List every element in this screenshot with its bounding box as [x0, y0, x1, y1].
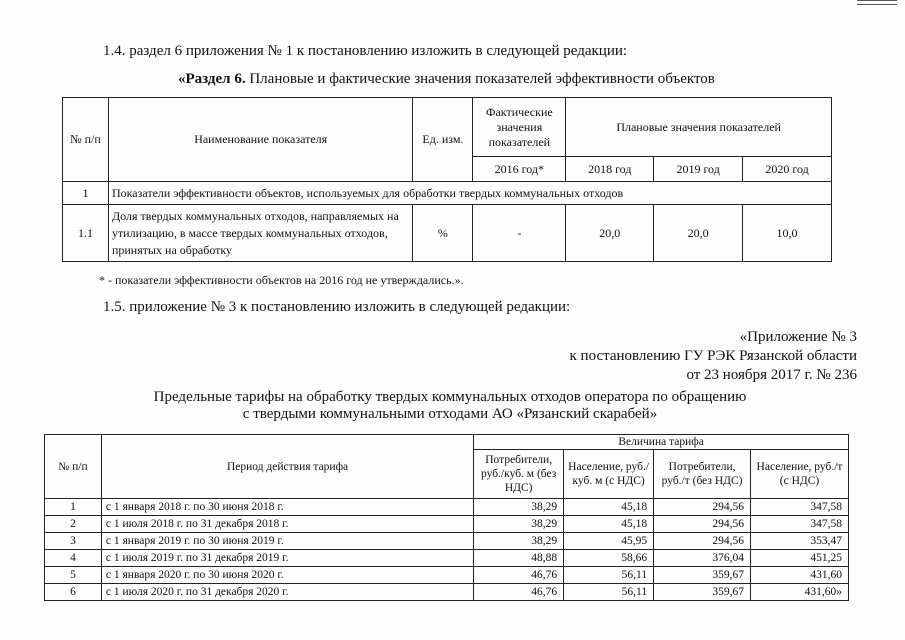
- tariff-title-line-2: с твердыми коммунальными отходами АО «Рязанский скарабей»: [242, 406, 658, 422]
- appendix-header: [570, 328, 857, 385]
- t1-year-2019: 2019 год: [654, 157, 743, 182]
- t1-row2-fact: -: [473, 205, 566, 262]
- row-period: с 1 июля 2018 г. по 31 декабря 2018 г.: [101, 516, 473, 533]
- efficiency-table: [62, 97, 832, 262]
- t1-row2-unit: %: [413, 205, 473, 262]
- row-v2: 58,66: [564, 550, 654, 567]
- t2-header-value: Величина тарифа: [474, 435, 849, 450]
- t1-row2-2018: 20,0: [566, 205, 654, 262]
- row-period: с 1 января 2018 г. по 30 июня 2018 г.: [101, 499, 473, 516]
- row-num: 2: [45, 516, 102, 533]
- paragraph-1-4: 1.4. раздел 6 приложения № 1 к постановлению изложить в следующей редакции:: [103, 43, 628, 59]
- t2-header-c1: Потребители, руб./куб. м (без НДС): [474, 450, 564, 499]
- appendix-line-2: к постановлению ГУ РЭК Рязанской области: [569, 348, 857, 364]
- t2-header-num: № п/п: [45, 435, 102, 499]
- row-num: 6: [45, 584, 102, 601]
- row-num: 3: [45, 533, 102, 550]
- row-v4: 353,47: [751, 533, 849, 550]
- appendix-line-1: «Приложение № 3: [739, 329, 857, 345]
- row-v4: 431,60»: [751, 584, 849, 601]
- table-row: [45, 567, 849, 584]
- row-v4: 431,60: [751, 567, 849, 584]
- tariff-title-line-1: Предельные тарифы на обработку твердых коммунальных отходов оператора по обращению: [153, 389, 747, 405]
- t2-header-c2: Население, руб./куб. м (с НДС): [564, 450, 654, 499]
- table-row: [45, 550, 849, 567]
- row-v1: 48,88: [474, 550, 564, 567]
- row-v3: 294,56: [654, 533, 751, 550]
- row-v1: 46,76: [474, 567, 564, 584]
- row-period: с 1 января 2020 г. по 30 июня 2020 г.: [101, 567, 473, 584]
- section-title: [178, 71, 715, 88]
- t1-header-plan: Плановые значения показателей: [566, 98, 832, 157]
- row-v1: 38,29: [474, 516, 564, 533]
- row-v2: 56,11: [564, 584, 654, 601]
- tariff-table: [44, 434, 849, 601]
- row-num: 5: [45, 567, 102, 584]
- appendix-line-3: от 23 ноября 2017 г. № 236: [686, 367, 857, 383]
- t1-row1-num: 1: [63, 182, 109, 205]
- table-row: [45, 516, 849, 533]
- row-period: с 1 января 2019 г. по 30 июня 2019 г.: [101, 533, 473, 550]
- t1-row2-2019: 20,0: [654, 205, 743, 262]
- t1-header-num: № п/п: [63, 98, 109, 182]
- row-v2: 45,18: [564, 499, 654, 516]
- t2-header-c3: Потребители, руб./т (без НДС): [654, 450, 751, 499]
- t1-row1-text: Показатели эффективности объектов, используемых для обработки твердых коммунальных отходов: [108, 182, 831, 205]
- row-v4: 451,25: [751, 550, 849, 567]
- row-v1: 46,76: [474, 584, 564, 601]
- t1-year-2016: 2016 год*: [473, 157, 566, 182]
- t2-header-c4: Население, руб./т (с НДС): [751, 450, 849, 499]
- row-v1: 38,29: [474, 499, 564, 516]
- table-row: [45, 584, 849, 601]
- corner-mark: [857, 0, 897, 5]
- paragraph-1-5: 1.5. приложение № 3 к постановлению изложить в следующей редакции:: [103, 299, 571, 315]
- row-v3: 294,56: [654, 516, 751, 533]
- t1-header-fact: Фактические значения показателей: [473, 98, 566, 157]
- row-v3: 359,67: [654, 584, 751, 601]
- section-title-rest: Плановые и фактические значения показателей эффективности объектов: [245, 71, 715, 87]
- section-title-bold: «Раздел 6.: [178, 71, 246, 87]
- footnote: * - показатели эффективности объектов на 2016 год не утверждались.».: [99, 273, 464, 287]
- row-v3: 376,04: [654, 550, 751, 567]
- t1-year-2020: 2020 год: [743, 157, 832, 182]
- t1-row2-2020: 10,0: [743, 205, 832, 262]
- t1-row2-num: 1.1: [63, 205, 109, 262]
- t1-row2-name: Доля твердых коммунальных отходов, направляемых на утилизацию, в массе твердых коммунальных отходов, принятых на обработку: [108, 205, 413, 262]
- t2-header-period: Период действия тарифа: [101, 435, 473, 499]
- row-num: 1: [45, 499, 102, 516]
- row-period: с 1 июля 2020 г. по 31 декабря 2020 г.: [101, 584, 473, 601]
- row-v4: 347,58: [751, 499, 849, 516]
- t1-year-2018: 2018 год: [566, 157, 654, 182]
- row-v2: 45,95: [564, 533, 654, 550]
- row-v3: 294,56: [654, 499, 751, 516]
- tariff-title: [100, 389, 800, 423]
- row-v2: 56,11: [564, 567, 654, 584]
- row-v4: 347,58: [751, 516, 849, 533]
- t1-header-name: Наименование показателя: [108, 98, 413, 182]
- table-row: [45, 499, 849, 516]
- row-v3: 359,67: [654, 567, 751, 584]
- row-num: 4: [45, 550, 102, 567]
- t1-header-unit: Ед. изм.: [413, 98, 473, 182]
- row-v1: 38,29: [474, 533, 564, 550]
- table-row: [45, 533, 849, 550]
- row-period: с 1 июля 2019 г. по 31 декабря 2019 г.: [101, 550, 473, 567]
- row-v2: 45,18: [564, 516, 654, 533]
